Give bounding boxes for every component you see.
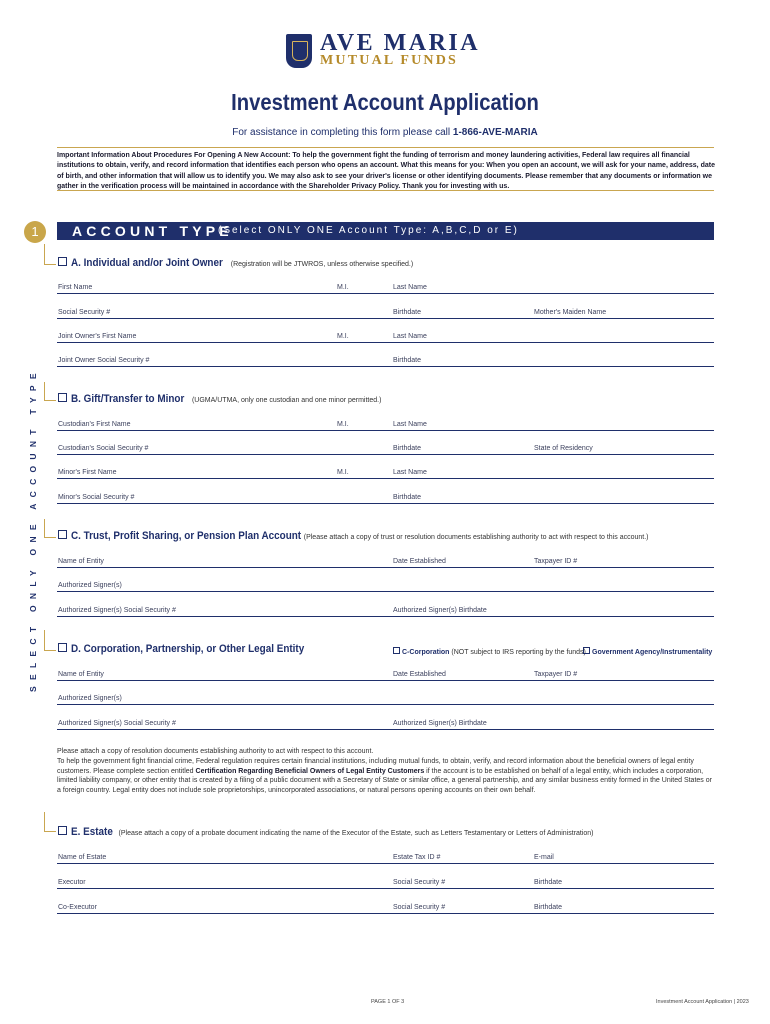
option-a-note: (Registration will be JTWROS, unless otherwise specified.) <box>230 261 414 268</box>
email-label: E-mail <box>534 854 554 861</box>
minor-birthdate-label: Birthdate <box>393 494 422 501</box>
joint-ssn-label: Joint Owner Social Security # <box>58 357 150 364</box>
signers-birthdate-label: Authorized Signer(s) Birthdate <box>393 607 487 614</box>
custodian-ssn-input-line[interactable] <box>57 454 714 455</box>
joint-name-input-line[interactable] <box>57 342 714 343</box>
name-input-line[interactable] <box>57 293 714 294</box>
minor-first-name-label: Minor's First Name <box>58 469 117 476</box>
signers-ssn-label: Authorized Signer(s) Social Security # <box>58 607 176 614</box>
co-executor-ssn-label: Social Security # <box>393 904 446 911</box>
minor-mi-label: M.I. <box>337 469 349 476</box>
option-c-checkbox[interactable] <box>58 530 67 539</box>
logo-name: AVE MARIA <box>320 30 481 56</box>
d-signers-ssn-label: Authorized Signer(s) Social Security # <box>58 720 176 727</box>
bracket-line <box>44 537 56 538</box>
bracket-line <box>44 519 45 538</box>
c-corporation-option[interactable]: C-Corporation (NOT subject to IRS reporting by the funds) <box>393 647 586 656</box>
important-notice: Important Information About Procedures For Opening A New Account: To help the government fight the funding of terrorism and money laundering activities, Federal law requires all financial institutions to obtain, verify, and record information that identifies each person who opens an account. What this means for you: When you open an account, we will ask for your name, address, date of birth, and other information that will allow us to identify you. We may also ask to see your driver's license or other identifying documents. Please remember that any documents or information we gather in the verification process will be maintained in accordance with the Shareholder Privacy Policy. Thank you for investing with us. <box>57 152 715 190</box>
minor-ssn-input-line[interactable] <box>57 503 714 504</box>
estate-tax-id-label: Estate Tax ID # <box>393 854 441 861</box>
minor-ssn-label: Minor's Social Security # <box>58 494 135 501</box>
custodian-ssn-label: Custodian's Social Security # <box>58 445 149 452</box>
phone-number: 1-866-AVE-MARIA <box>452 127 538 138</box>
ssn-label: Social Security # <box>58 309 111 316</box>
bracket-line <box>44 650 56 651</box>
joint-last-name-label: Last Name <box>393 333 427 340</box>
executor-input-line[interactable] <box>57 888 714 889</box>
logo-subtitle: MUTUAL FUNDS <box>320 53 459 68</box>
custodian-first-name-label: Custodian's First Name <box>58 421 131 428</box>
entity-name-label: Name of Entity <box>58 558 104 565</box>
option-b-heading: B. Gift/Transfer to Minor (UGMA/UTMA, only one custodian and one minor permitted.) <box>58 393 381 405</box>
option-e-checkbox[interactable] <box>58 826 67 835</box>
page-title: Investment Account Application <box>231 89 539 115</box>
bracket-line <box>44 400 56 401</box>
option-e-heading: E. Estate (Please attach a copy of a probate document indicating the name of the Executor of the Estate, such as Letters Testamentary or Letters of Administration) <box>58 826 594 838</box>
assistance-line: For assistance in completing this form please call 1-866-AVE-MARIA <box>232 127 538 138</box>
d-entity-input-line[interactable] <box>57 680 714 681</box>
side-label: SELECT ONLY ONE ACCOUNT TYPE <box>28 367 38 692</box>
option-b-checkbox[interactable] <box>58 393 67 402</box>
minor-name-input-line[interactable] <box>57 478 714 479</box>
birthdate-label: Birthdate <box>393 309 422 316</box>
d-signers-birthdate-label: Authorized Signer(s) Birthdate <box>393 720 487 727</box>
ssn-input-line[interactable] <box>57 318 714 319</box>
section-title: ACCOUNT TYPE <box>72 223 233 239</box>
beneficial-owner-note: To help the government fight financial crime, Federal regulation requires certain financial institutions, including mutual funds, to obtain, verify, and record information about the beneficial owners of legal entity customers. Please complete section entitled Certification Regarding Beneficial Owners of Legal Entity Customers if the account is to be established on behalf of a legal entity, which includes a corporation, limited liability company, or other entity that is created by a filing of a public document with a Secretary of State or similar office, a general partnership, and any similar business entity formed in the United States or a foreign country. Legal entity does not include sole proprietorships, unincorporated associations, or natural persons opening accounts on their own behalf. <box>57 758 712 794</box>
joint-ssn-input-line[interactable] <box>57 366 714 367</box>
joint-mi-label: M.I. <box>337 333 349 340</box>
option-d-checkbox[interactable] <box>58 643 67 652</box>
d-entity-name-label: Name of Entity <box>58 671 104 678</box>
joint-first-name-label: Joint Owner's First Name <box>58 333 137 340</box>
bracket-line <box>44 630 45 650</box>
minor-last-name-label: Last Name <box>393 469 427 476</box>
custodian-birthdate-label: Birthdate <box>393 445 422 452</box>
signers-ssn-input-line[interactable] <box>57 616 714 617</box>
option-c-note: (Please attach a copy of trust or resolution documents establishing authority to act with respect to this account.) <box>303 534 649 541</box>
custodian-last-name-label: Last Name <box>393 421 427 428</box>
executor-birthdate-label: Birthdate <box>534 879 563 886</box>
option-b-note: (UGMA/UTMA, only one custodian and one minor permitted.) <box>191 397 382 404</box>
resolution-note: Please attach a copy of resolution documents establishing authority to act with respect to this account. <box>57 748 374 755</box>
option-e-note: (Please attach a copy of a probate document indicating the name of the Executor of the Estate, such as Letters Testamentary or Letters of Administration) <box>118 830 594 837</box>
page-number: PAGE 1 OF 3 <box>371 999 405 1005</box>
divider <box>57 147 714 148</box>
date-established-label: Date Established <box>393 558 446 565</box>
d-signers-input-line[interactable] <box>57 704 714 705</box>
option-c-heading: C. Trust, Profit Sharing, or Pension Plan Account (Please attach a copy of trust or resolution documents establishing authority to act with respect to this account.) <box>58 530 648 542</box>
d-authorized-signers-label: Authorized Signer(s) <box>58 695 122 702</box>
estate-name-label: Name of Estate <box>58 854 107 861</box>
entity-input-line[interactable] <box>57 567 714 568</box>
bracket-line <box>44 831 56 832</box>
state-of-residency-label: State of Residency <box>534 445 593 452</box>
section-number: 1 <box>24 221 46 243</box>
document-name: Investment Account Application | 2023 <box>656 999 749 1005</box>
signers-input-line[interactable] <box>57 591 714 592</box>
d-date-established-label: Date Established <box>393 671 446 678</box>
option-a-heading: A. Individual and/or Joint Owner (Registration will be JTWROS, unless otherwise specified.) <box>58 257 413 269</box>
bracket-line <box>44 382 45 401</box>
custodian-name-input-line[interactable] <box>57 430 714 431</box>
bracket-line <box>44 244 45 265</box>
divider <box>57 190 714 191</box>
bracket-line <box>44 264 56 265</box>
certification-link: Certification Regarding Beneficial Owners of Legal Entity Customers <box>195 767 425 775</box>
custodian-mi-label: M.I. <box>337 421 349 428</box>
executor-label: Executor <box>58 879 86 886</box>
last-name-label: Last Name <box>393 284 427 291</box>
government-agency-option[interactable]: Government Agency/Instrumentality <box>583 647 712 656</box>
d-signers-ssn-input-line[interactable] <box>57 729 714 730</box>
c-corporation-checkbox[interactable] <box>393 647 400 654</box>
authorized-signers-label: Authorized Signer(s) <box>58 582 122 589</box>
section-note: (Select ONLY ONE Account Type: A,B,C,D or E) <box>218 225 519 236</box>
executor-ssn-label: Social Security # <box>393 879 446 886</box>
co-executor-input-line[interactable] <box>57 913 714 914</box>
bracket-line <box>44 812 45 832</box>
estate-input-line[interactable] <box>57 863 714 864</box>
joint-birthdate-label: Birthdate <box>393 357 422 364</box>
option-d-heading: D. Corporation, Partnership, or Other Legal Entity <box>58 643 330 655</box>
co-executor-birthdate-label: Birthdate <box>534 904 563 911</box>
first-name-label: First Name <box>58 284 93 291</box>
mi-label: M.I. <box>337 284 349 291</box>
government-agency-checkbox[interactable] <box>583 647 590 654</box>
maiden-name-label: Mother's Maiden Name <box>534 309 607 316</box>
d-taxpayer-id-label: Taxpayer ID # <box>534 671 578 678</box>
taxpayer-id-label: Taxpayer ID # <box>534 558 578 565</box>
logo-shield-icon <box>286 34 312 68</box>
co-executor-label: Co-Executor <box>58 904 97 911</box>
option-a-checkbox[interactable] <box>58 257 67 266</box>
